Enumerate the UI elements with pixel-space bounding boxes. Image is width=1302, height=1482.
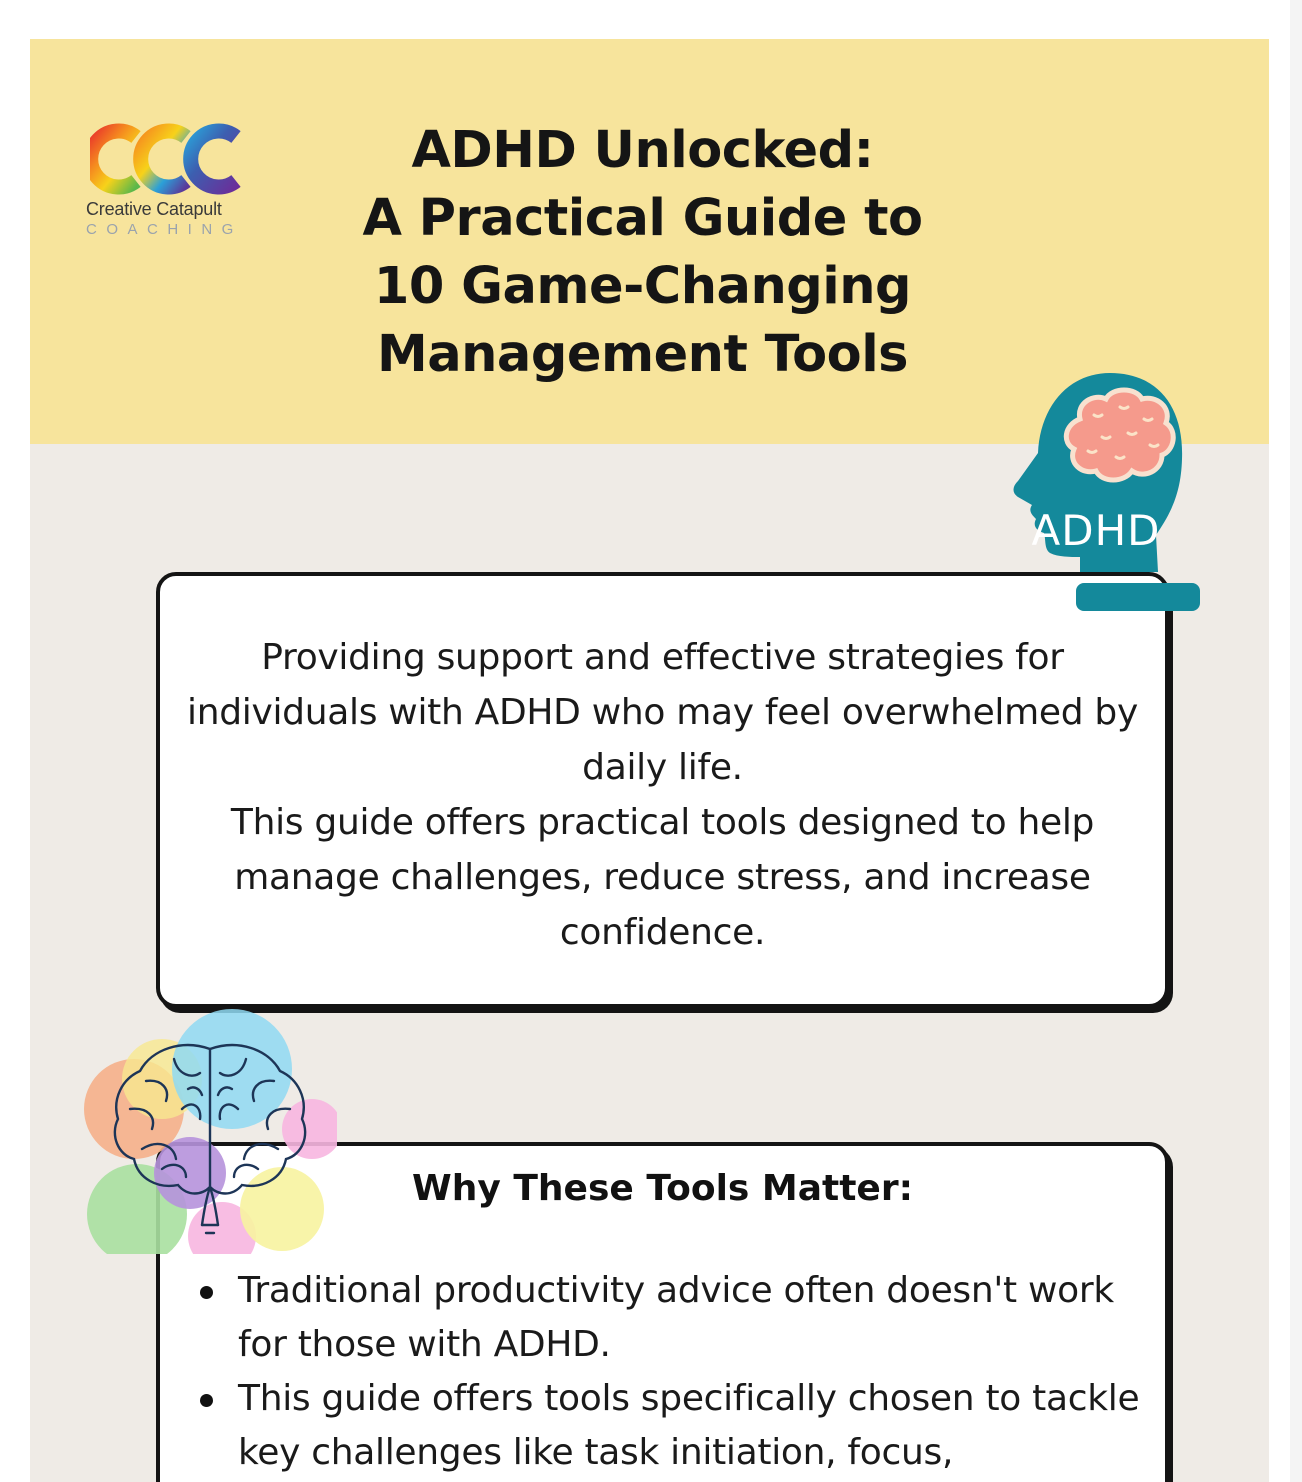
list-item: This guide offers tools specifically chosen to tackle key challenges like task initiation, focus,: [190, 1372, 1150, 1480]
intro-paragraph-1: Providing support and effective strategies for individuals with ADHD who may feel overwhelmed by daily life.: [187, 637, 1138, 788]
intro-paragraph-2: This guide offers practical tools designed to help manage challenges, reduce stress, and increase confidence.: [230, 802, 1095, 953]
title-line-2: A Practical Guide to: [362, 189, 923, 248]
bullet-dot-icon: [200, 1286, 213, 1299]
title-line-4: Management Tools: [376, 325, 909, 384]
infographic-page: [30, 39, 1269, 1482]
title-line-1: ADHD Unlocked:: [411, 121, 874, 180]
adhd-head-icon: [998, 367, 1208, 617]
why-heading: Why These Tools Matter:: [412, 1168, 913, 1209]
page-title: [300, 117, 985, 389]
colorful-brain-icon: [82, 989, 337, 1254]
page-edge-strip: [1290, 0, 1302, 1482]
ccc-logo-mark-icon: [90, 123, 242, 195]
logo-name: Creative Catapult: [86, 199, 222, 219]
logo-subtitle: COACHING: [86, 221, 243, 238]
title-line-3: 10 Game-Changing: [373, 257, 912, 316]
intro-text: [160, 630, 1165, 960]
adhd-head-label: ADHD: [1031, 506, 1161, 555]
logo: [86, 123, 256, 247]
why-bullet-list: [190, 1264, 1150, 1480]
intro-card: [156, 572, 1169, 1008]
bullet-dot-icon: [200, 1394, 213, 1407]
list-item: Traditional productivity advice often doesn't work for those with ADHD.: [190, 1264, 1150, 1372]
